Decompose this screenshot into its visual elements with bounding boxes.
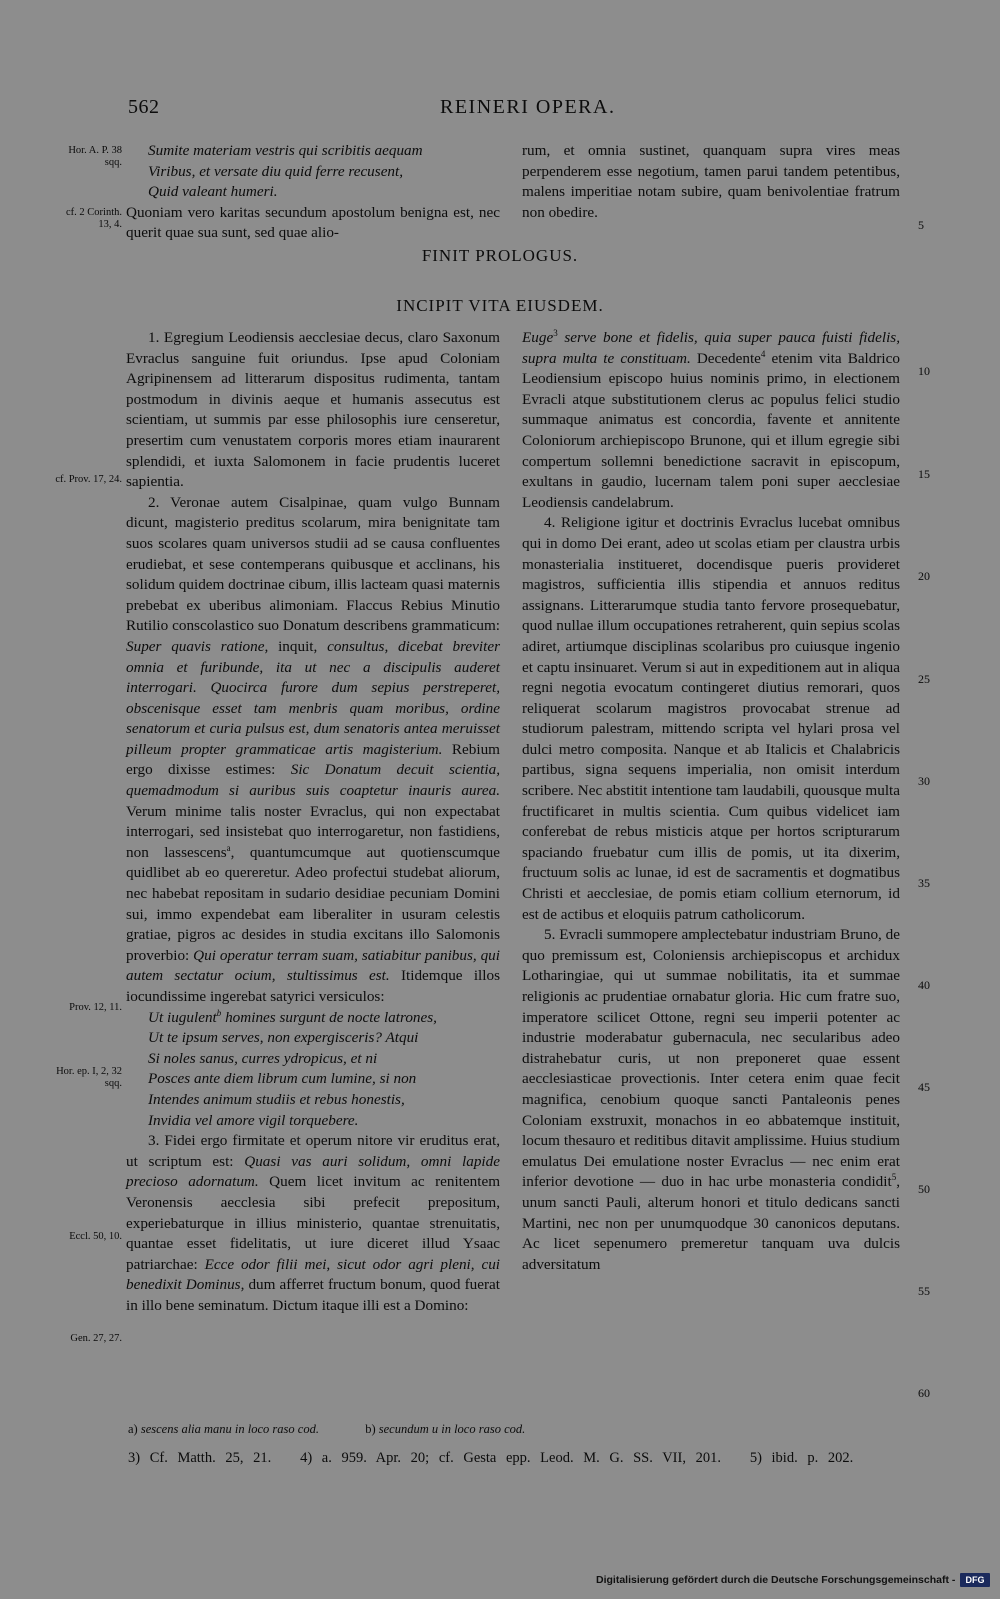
page-number: 562 [128,96,160,118]
dfg-logo: DFG [960,1573,990,1587]
references: 3) Cf. Matth. 25, 21. 4) a. 959. Apr. 20; cf. Gesta epp. Leod. M. G. SS. VII, 201. 5) ibid. p. 202. [128,1450,854,1466]
page-header [0,96,1000,126]
paragraph-continued: Euge$^3$ serve bone et fidelis, quia super pauca fuisti fidelis, supra multa te constituam. Decedente$^4$ etenim vita Baldrico Leodiensium episcopo huius nominis primo, in electionem Evracli atque substitutionem clerus ac populus felici studio summaque animatus est concordia, favente et annitente Coloniorum archiepiscopo Brunone, qui et illum egregie sibi compertum sollemni benedictione sacravit in episcopum, exultans in gaudio, lucernam talem poni super aecclesiae Leodiensis candelabrum. [522,327,900,511]
finit-prologus-heading: FINIT PROLOGUS. [421,246,579,265]
line-number: 50 [918,1182,930,1196]
prologue-left-column [126,141,500,244]
paragraph-3: 3. Fidei ergo firmitate et operum nitore vir eruditus erat, ut scriptum est: Quasi vas auri solidum, omni lapide precioso adornatum. Quem licet invitum ac renitentem Veronensis aecclesia sibi prefecit prepositum, experiebaturque in illius ministerio, quantae strenuitatis, quantae esset fidelitatis, ut iure diceret illud Ysaac patriarchae: Ecce odor filii mei, sicut odor agri pleni, cui benedixit Dominus, dum afferret fructum bonum, quod fuerat in illo bene seminatum. Dictum itaque illi est a Domino: [126,1132,501,1314]
verse-line: Si noles sanus, curres ydropicus, et ni [148,1049,378,1067]
verse-line: Quid valeant humeri. [148,183,278,201]
verse-line: Ut te ipsum serves, non expergisceris? Atqui [148,1029,419,1047]
line-number: 15 [918,467,930,481]
line-number: 10 [918,364,930,378]
footnote-text: sescens alia manu in loco raso cod. [140,1422,319,1436]
footnote-label: a) [128,1422,138,1436]
margin-note: Eccl. 50, 10. [69,1231,122,1242]
line-number: 40 [918,978,930,992]
incipit-vita-heading: INCIPIT VITA EIUSDEM. [396,296,604,315]
footnote-label: b) [365,1422,376,1436]
paragraph-2: 2. Veronae autem Cisalpinae, quam vulgo Bunnam dicunt, magisterio preditus scolarum, mira benignitate tam suos scolares quam universos studii ad se causa confluentes erudiebat, et sese contemperans quibusque et acclinans, his solidum quidem doctrinae cibum, illis lacteam quasi maternis prebebat ex uberibus alimoniam. Flaccus Rebius Minutio Rutilio conscolastico suo Donatum describens grammaticum: Super quavis ratione, inquit, consultus, dicebat breviter omnia et furibunde, ita ut nec a discipulis auderet interrogari. Quocirca furore dum sepius perstreperet, obscenisque esset tam menbris quam moribus, ordine senatorum et curia pulsus est, dum senatoris antea meruisset pilleum propter grammaticae artis magisterium. Rebium ergo dixisse estimes: Sic Donatum decuit scientia, quemadmodum si auribus suis coaptetur inauris aurea. Verum minime talis noster Evraclus, qui non expectabat interrogari, sed insistebat quo interrogaretur, non fastidiens, non lassescens$^a$, quantumcumque aut quotienscumque quidlibet ab eo quereretur. Adeo profectui studebat aliorum, nec habebat repositam in sudario desidiae pecuniam Domini sui, immo expendebat eam liberaliter in usuram celestis gratiae, pigros ac desides in studia excitans illo Salomonis proverbio: Qui operatur terram suam, satiabitur panibus, qui autem sectatur ocium, stultissimus est. Itidemque illos iocundissime ingerebat satyrici versiculos: [126,493,501,1005]
line-number: 60 [918,1386,930,1400]
verse-line: Invidia vel amore vigil torquebere. [148,1111,359,1129]
margin-note: Gen. 27, 27. [70,1333,122,1344]
line-number: 35 [918,876,930,890]
verse-line: Posces ante diem librum cum lumine, si non [148,1070,417,1088]
margin-note: Hor. ep. I, 2, 32 sqq. [56,1066,122,1089]
margin-note: Prov. 12, 11. [69,1002,122,1013]
line-number: 30 [918,774,930,788]
line-number: 25 [918,672,930,686]
verse-line: Sumite materiam vestris qui scribitis aequam [148,142,423,159]
margin-note: cf. 2 Corinth. 13, 4. [66,207,122,230]
margin-note: Hor. A. P. 38 sqq. [68,145,122,168]
verse-line: Viribus, et versate diu quid ferre recusent, [148,162,404,180]
digitization-credit: Digitalisierung gefördert durch die Deutsche Forschungsgemeinschaft - [596,1574,956,1586]
verse-line: Intendes animum studiis et rebus honestis, [148,1090,405,1108]
prologue-right-column [522,141,900,223]
footnote-text: secundum u in loco raso cod. [378,1422,526,1436]
right-text-column [522,328,900,1275]
prose-paragraph: rum, et omnia sustinet, quanquam supra vires meas perpenderem esse negotium, tamen parui tandem petentibus, malens imperitiae notam subire, quam benivolentiae fratrum non obedire. [522,142,900,221]
left-text-column [126,328,500,1317]
footnotes [128,1422,928,1437]
paragraph-4: 4. Religione igitur et doctrinis Evraclus lucebat omnibus qui in domo Dei erant, adeo ut scolas etiam per claustra urbis monasterialia institueret, docendisque pueris provideret magistros, sufficientia illis stipendia et annuos reditus assignans. Litterarumque studia tanto fervore prosequebatur, quod nullae illum occupationes retraherent, quin sepius scolas adiret, artiumque disciplinas scolaribus pro cuiusque ingenio et captu insinuaret. Verum si aut in expeditionem aut in aliqua regni negotia evocatum contingeret diutius remorari, quos reliquerat scolarum magistros provocabat strenue ad studiorum palestram, mittendo scripta vel hylari prosa vel dulci metro composita. Nanque et ab Italicis et Chalabricis partibus, signa sequens imperialia, non omisit interdum scribere. Nec abstitit intentione tam laudabili, quousque multa fructificaret in multis scientia. Cum quibus videlicet iam conferebat de rebus misticis atque per hortos scripturarum spaciando fruebatur cum illis de pomis, ut ita dixerim, fructuum solis ac lunae, id est de sacramentis et dogmatibus Christi et aecclesiae, de pomis etiam collium eternorum, id est de actibus et eloquiis patrum catholicorum. [522,514,900,923]
line-number: 5 [918,218,924,232]
line-number: 20 [918,569,930,583]
paragraph-5: 5. Evracli summopere amplectebatur industriam Bruno, de quo premissum est, Coloniensis archiepiscopus et archidux Lotharingiae, qui ut summae nobilitatis, ita et summae religionis ac prudentiae ornabatur gloria. Hic cum fratre suo, imperatore scilicet Ottone, regni seu imperii potenter ac industrie moderabatur gubernacula, nec secularibus adeo distrahebatur curis, ut non preponeret quae essent aecclesiasticae provectionis. Inter cetera enim quae fecit magnifica, cenobium quoque sancti Pantaleonis penes Coloniam exstruxit, monachos in eo abbatemque instituit, locum thesauro et reditibus ditavit amplissime. Huius studium emulatus Dei emulatione noster Evraclus — nec enim erat inferior devotione — duo in hac urbe monasteria condidit$^5$, unum sancti Pauli, alterum honori et titulo dedicans sancti Martini, nec non per unumquodque 30 canonicos deputans. Ac licet sepenumero premeretur tanquam uva dulcis adversitatum [522,926,900,1273]
running-title: REINERI OPERA. [440,96,616,118]
prose-paragraph: Quoniam vero karitas secundum apostolum benigna est, nec querit quae sua sunt, sed quae alio- [126,203,500,242]
paragraph-1: 1. Egregium Leodiensis aecclesiae decus, claro Saxonum Evraclus sanguine fuit oriundus. Ipse apud Coloniam Agripinensem ad litterarum dispositus rudimenta, tantam postmodum in divinis aeque et humanis assecutus est scientiam, ut summis par esse philosophis iure censeretur, presertim cum venustatem corporis mores etiam inaurarent splendidi, et iuxta Salomonem in facie prudentis luceret sapientia. [126,329,500,491]
satire-verses [126,1008,500,1132]
line-number: 55 [918,1284,930,1298]
margin-note: cf. Prov. 17, 24. [55,474,122,485]
verse-line: Ut iugulent$^b$ homines surgunt de nocte latrones, [148,1007,437,1026]
line-number: 45 [918,1080,930,1094]
